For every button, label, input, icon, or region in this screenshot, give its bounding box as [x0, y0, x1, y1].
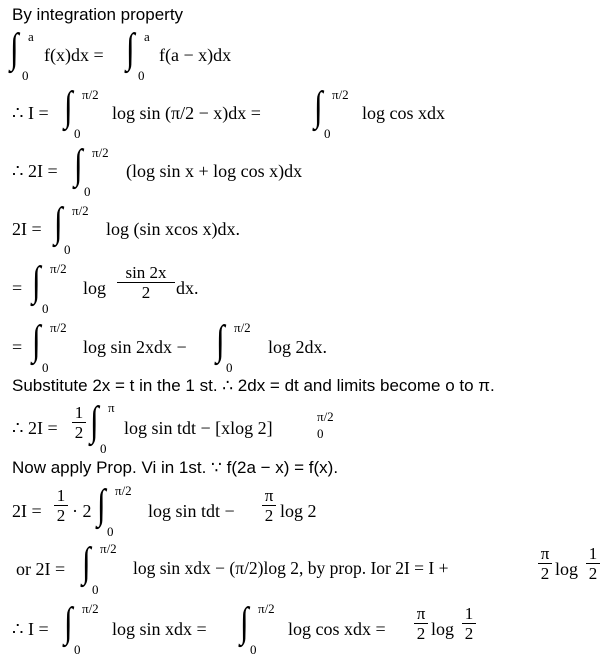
prefix: =: [12, 278, 23, 298]
denominator: 2: [588, 564, 598, 583]
prefix: ∴ 2I =: [12, 161, 58, 181]
fraction: [538, 545, 552, 582]
denominator: 2: [264, 506, 274, 525]
expression: log (sin xcos x)dx.: [106, 219, 240, 239]
upper-limit: π/2: [72, 203, 89, 218]
integral-sign: ∫: [54, 200, 63, 246]
expression: log cos xdx =: [288, 619, 386, 639]
integral-sign: ∫: [82, 540, 91, 586]
numerator: 1: [56, 486, 66, 505]
upper-limit: π/2: [82, 601, 99, 616]
integral-sign: ∫: [314, 84, 323, 130]
heading: By integration property: [12, 5, 184, 24]
fraction: [462, 605, 476, 642]
expression: log sin (π/2 − x)dx =: [112, 103, 261, 123]
numerator: 1: [464, 604, 474, 623]
fraction: [262, 487, 276, 524]
lower-limit: 0: [42, 301, 49, 316]
integral-sign: ∫: [90, 399, 99, 445]
prefix: ∴ I =: [12, 103, 49, 123]
prefix: 2I =: [12, 219, 42, 239]
log-text: log: [83, 278, 107, 298]
expression: log sin tdt − [xlog 2]: [124, 418, 273, 438]
upper-limit: π/2: [82, 87, 99, 102]
integral-sign: ∫: [97, 482, 106, 528]
log-text: log: [431, 619, 455, 639]
fraction: [414, 605, 428, 642]
integral-sign: ∫: [240, 600, 249, 646]
expression: log cos xdx: [362, 103, 445, 123]
expression: (log sin x + log cos x)dx: [126, 161, 303, 181]
denominator: 2: [540, 564, 550, 583]
expression: f(a − x)dx: [159, 45, 232, 65]
expression: log sin 2xdx −: [83, 337, 187, 357]
lower-limit: 0: [226, 360, 233, 375]
denominator: 2: [74, 423, 84, 442]
integral-sign: ∫: [10, 26, 19, 72]
fraction: [72, 404, 86, 441]
substitution-text: Substitute 2x = t in the 1 st. ∴ 2dx = dt and limits become o to π.: [12, 376, 495, 395]
lower-limit: 0: [324, 126, 331, 141]
fraction: [54, 487, 68, 524]
integral-sign: ∫: [74, 142, 83, 188]
lower-limit: 0: [74, 126, 81, 141]
prefix: ∴ 2I =: [12, 418, 58, 438]
lower-limit: 0: [107, 524, 114, 539]
lower-limit: 0: [92, 582, 99, 597]
integral-sign: ∫: [216, 318, 225, 364]
lower-limit: 0: [138, 68, 145, 83]
superscript: π/2: [317, 409, 334, 424]
fraction: [586, 545, 600, 582]
upper-limit: π/2: [258, 601, 275, 616]
upper-limit: π/2: [234, 320, 251, 335]
upper-limit: π/2: [92, 145, 109, 160]
upper-limit: π/2: [332, 87, 349, 102]
expression: log 2: [280, 501, 317, 521]
expression: log 2dx.: [268, 337, 328, 357]
upper-limit: π/2: [115, 483, 132, 498]
numerator: 1: [74, 403, 84, 422]
denominator: 2: [141, 283, 151, 302]
integral-sign: ∫: [32, 318, 41, 364]
denominator: 2: [416, 624, 426, 643]
integral-sign: ∫: [126, 26, 135, 72]
integral-sign: ∫: [64, 84, 73, 130]
lower-limit: 0: [84, 184, 91, 199]
lower-limit: 0: [74, 642, 81, 657]
integral-sign: ∫: [32, 259, 41, 305]
upper-limit: π/2: [100, 541, 117, 556]
upper-limit: a: [144, 29, 150, 44]
lower-limit: 0: [22, 68, 29, 83]
expression: log sin xdx − (π/2)log 2, by prop. Ior 2I = I +: [133, 558, 449, 578]
prefix: 2I =: [12, 501, 42, 521]
integral-sign: ∫: [64, 600, 73, 646]
prefix: =: [12, 337, 23, 357]
prefix: ∴ I =: [12, 619, 49, 639]
fraction: [117, 264, 175, 301]
lower-limit: 0: [100, 441, 107, 456]
prefix: or 2I =: [16, 559, 66, 579]
upper-limit: π/2: [50, 320, 67, 335]
log-text: log: [555, 559, 579, 579]
numerator: sin 2x: [125, 263, 167, 282]
upper-limit: π: [108, 400, 115, 415]
numerator: π: [264, 486, 274, 505]
property-text: Now apply Prop. Vi in 1st. ∵ f(2a − x) = f(x).: [12, 458, 339, 477]
denominator: 2: [56, 506, 66, 525]
lower-limit: 0: [42, 360, 49, 375]
expression: dx.: [176, 278, 199, 298]
expression: f(x)dx =: [44, 45, 104, 65]
lower-limit: 0: [64, 242, 71, 257]
subscript: 0: [317, 426, 324, 441]
upper-limit: a: [28, 29, 34, 44]
expression: log sin xdx =: [112, 619, 207, 639]
numerator: π: [540, 544, 550, 563]
denominator: 2: [464, 624, 474, 643]
lower-limit: 0: [250, 642, 257, 657]
numerator: 1: [588, 544, 598, 563]
expression: log sin tdt −: [148, 501, 235, 521]
upper-limit: π/2: [50, 261, 67, 276]
numerator: π: [416, 604, 426, 623]
expression: · 2: [72, 501, 92, 521]
